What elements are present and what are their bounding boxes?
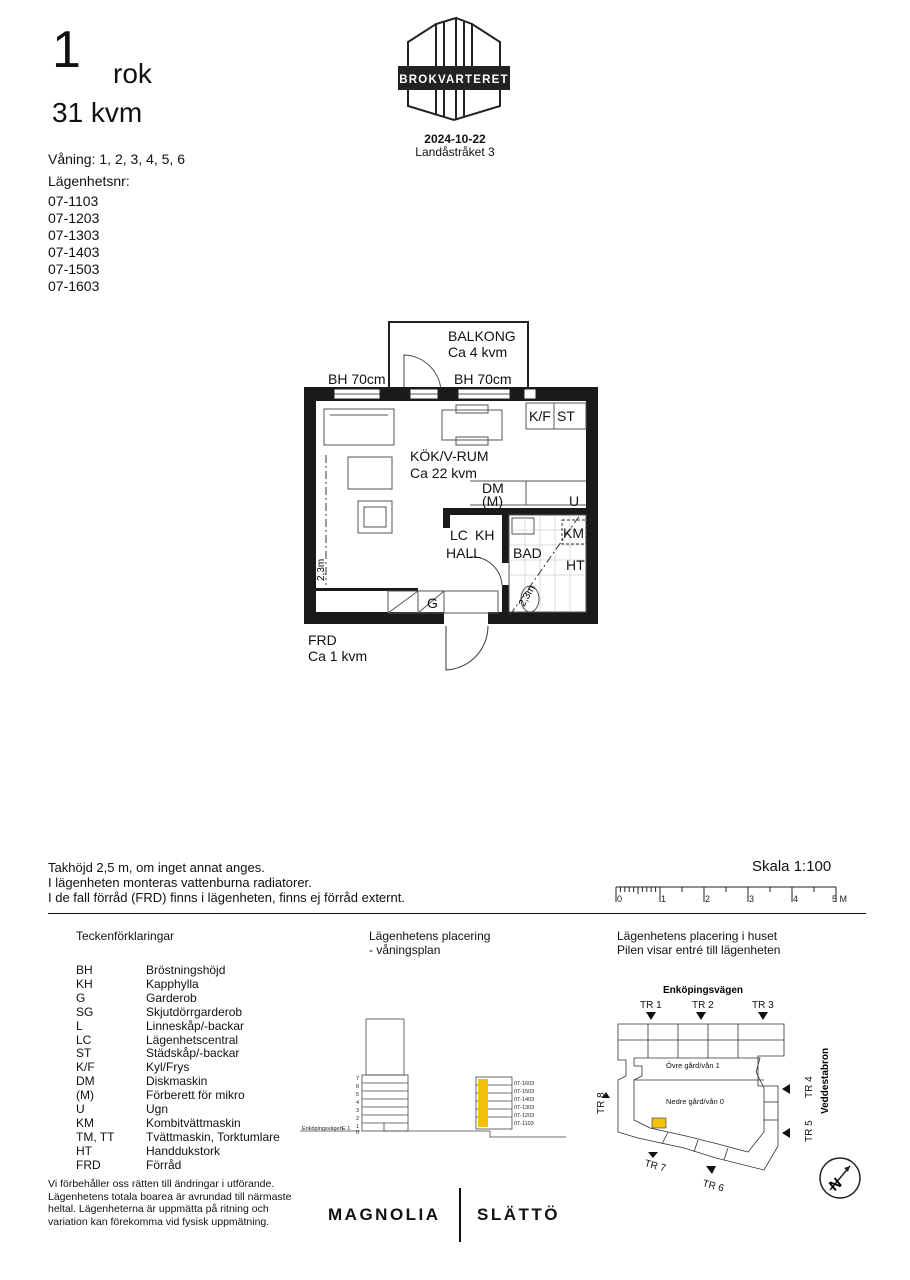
kf-label: K/F [529,408,551,424]
stair-label: TR 1 [640,1000,662,1011]
disclaimer-line: Vi förbehåller oss rätten till ändringar i utförande. [48,1178,275,1190]
site-plan-title-line: Lägenhetens placering i huset [617,929,778,943]
note-line: I lägenheten monteras vattenburna radiatorer. [48,875,312,890]
apartment-number: 07-1503 [48,261,100,277]
bh-right-label: BH 70cm [454,371,512,387]
stair-label: TR 4 [804,1076,815,1098]
legend-code: TM, TT [76,1129,115,1144]
scale-label: Skala 1:100 [752,858,832,875]
floors-value: 1, 2, 3, 4, 5, 6 [99,151,185,167]
scale-bar [612,880,857,906]
frd-label: FRD [308,632,337,648]
logo-text: BROKVARTERET [399,74,509,86]
legend-text: Handdukstork [146,1143,221,1158]
kitchen-label: KÖK/V-RUM [410,448,489,464]
st-label: ST [557,408,575,424]
bad-label: BAD [513,545,542,561]
upper-yard-label: Övre gård/vån 1 [666,1061,720,1070]
floor-section-title-line: Lägenhetens placering [369,929,491,943]
legend-text: Förberett för mikro [146,1088,245,1103]
ceiling-height-1: 2,3m [316,558,327,581]
footer-divider [459,1188,461,1242]
note-line: I de fall förråd (FRD) finns i lägenheten, finns ej förråd externt. [48,890,405,905]
legend-code: DM [76,1074,95,1089]
apt-number: 07-1603 [514,1081,535,1087]
divider [48,913,866,914]
balcony-area: Ca 4 kvm [448,344,508,360]
brokvarteret-logo [396,14,512,124]
magnolia-logo: MAGNOLIA [328,1205,441,1224]
legend-text: Ugn [146,1102,169,1117]
legend-text: Diskmaskin [146,1074,208,1089]
floors-label: Våning: [48,151,96,167]
site-plan-title [617,929,780,957]
legend-code: KM [76,1115,94,1130]
floor-section-diagram [300,1015,570,1143]
scale-tick: 4 [793,894,799,904]
legend-code: FRD [76,1157,101,1172]
stair-label: TR 5 [804,1120,815,1142]
street-top-label: Enköpingsvägen [663,985,744,996]
address: Landåstråket 3 [415,145,495,159]
ht-label: HT [566,557,585,573]
bh-left-label: BH 70cm [328,371,386,387]
legend-text: Städskåp/-backar [146,1046,240,1061]
floor-number: 7 [356,1076,360,1082]
legend-list [76,964,326,1173]
apt-number: 07-1203 [514,1113,535,1119]
legend-code: SG [76,1004,94,1019]
ceiling-height-2: 2,3m [517,583,538,609]
apt-number: 07-1503 [514,1089,535,1095]
scale-tick: 3 [749,894,755,904]
note-line: Takhöjd 2,5 m, om inget annat anges. [48,860,265,875]
stair-label: TR 3 [752,1000,774,1011]
floor-number: 0 [356,1130,360,1136]
slatto-logo: SLÄTTÖ [477,1205,560,1224]
document-date: 2024-10-22 [424,132,486,146]
legend-text: Kapphylla [146,976,199,991]
floor-number: 4 [356,1100,360,1106]
legend-title: Teckenförklaringar [76,929,175,943]
disclaimer-line: variation kan förekomma vid fysisk uppmätning. [48,1215,270,1228]
scale-tick: 1 [661,894,667,904]
general-notes [48,860,405,905]
legend-code: U [76,1102,85,1117]
floor-section-title-line: - våningsplan [369,943,441,957]
north-arrow-icon [820,1158,860,1198]
legend-code: G [76,990,86,1005]
legend-text: Kombitvättmaskin [146,1115,241,1130]
stair-label: TR 8 [596,1092,607,1114]
legend-code: K/F [76,1060,95,1075]
floor-number: 2 [356,1116,360,1122]
disclaimer-line: heltal. Lägenheterna är uppmätta på ritning och [48,1203,269,1215]
disclaimer [48,1178,291,1228]
disclaimer-line: Lägenhetens totala boarea är avrundad till närmaste [48,1190,292,1203]
legend-text: Tvättmaskin, Torktumlare [146,1129,280,1144]
scale-tick: 0 [617,894,623,904]
legend-code: (M) [76,1088,94,1103]
kh-label: KH [475,527,495,543]
apt-number: 07-1103 [514,1121,534,1127]
u-label: U [569,493,580,509]
apartment-numbers-label: Lägenhetsnr: [48,173,130,189]
highlighted-apartments [478,1079,488,1127]
apt-number: 07-1303 [514,1105,535,1111]
rooms-number: 1 [52,21,81,79]
apartment-number: 07-1203 [48,210,100,226]
apartment-number-list [48,193,99,295]
legend-text: Bröstningshöjd [146,963,226,977]
hall-label: HALL [446,545,482,561]
floor-number: 6 [356,1084,360,1090]
kitchen-area: Ca 22 kvm [410,465,477,481]
m-label: (M) [482,493,503,509]
stair-label: TR 2 [692,1000,714,1011]
lc-label: LC [450,527,468,543]
apartment-location-highlight [652,1118,666,1128]
legend-code: ST [76,1046,92,1061]
scale-tick: 5 M [832,894,848,904]
ground-tick: E 1 [342,1126,351,1132]
street-right-label: Veddestabron [820,1047,831,1114]
legend-text: Lägenhetscentral [146,1032,239,1047]
floor-number: 3 [356,1108,360,1114]
legend-code: KH [76,976,93,991]
apartment-area: 31 kvm [52,97,143,128]
floor-number: 1 [356,1124,360,1130]
dm-label: DM [482,480,504,496]
apartment-number: 07-1103 [48,193,99,209]
legend-code: BH [76,963,93,977]
site-plan [588,980,868,1210]
floors-row [48,151,185,168]
legend-code: HT [76,1143,92,1158]
legend-text: Skjutdörrgarderob [146,1004,243,1019]
apt-number: 07-1403 [514,1097,535,1103]
floor-plan [290,315,620,675]
g-label: G [427,595,438,611]
legend-code: L [76,1018,83,1033]
apartment-number: 07-1603 [48,278,100,294]
apartment-number: 07-1403 [48,244,100,260]
lower-yard-label: Nedre gård/vån 0 [666,1097,724,1106]
rooms-unit: rok [113,58,152,89]
frd-area: Ca 1 kvm [308,648,368,664]
floor-number: 5 [356,1092,360,1098]
legend-code: LC [76,1032,92,1047]
legend-text: Linneskåp/-backar [146,1018,245,1033]
legend-text: Kyl/Frys [146,1060,190,1075]
stair-label: TR 7 [643,1158,668,1175]
street-label: Enköpingsvägen [302,1126,343,1132]
legend-text: Förråd [146,1157,182,1172]
legend-text: Garderob [146,990,197,1005]
site-plan-title-line: Pilen visar entré till lägenheten [617,943,781,957]
km-label: KM [563,525,584,541]
floor-section-title [369,929,490,957]
apartment-number: 07-1303 [48,227,100,243]
stair-label: TR 6 [701,1178,726,1195]
scale-tick: 2 [705,894,711,904]
north-label: N [825,1174,846,1195]
balcony-label: BALKONG [448,328,516,344]
